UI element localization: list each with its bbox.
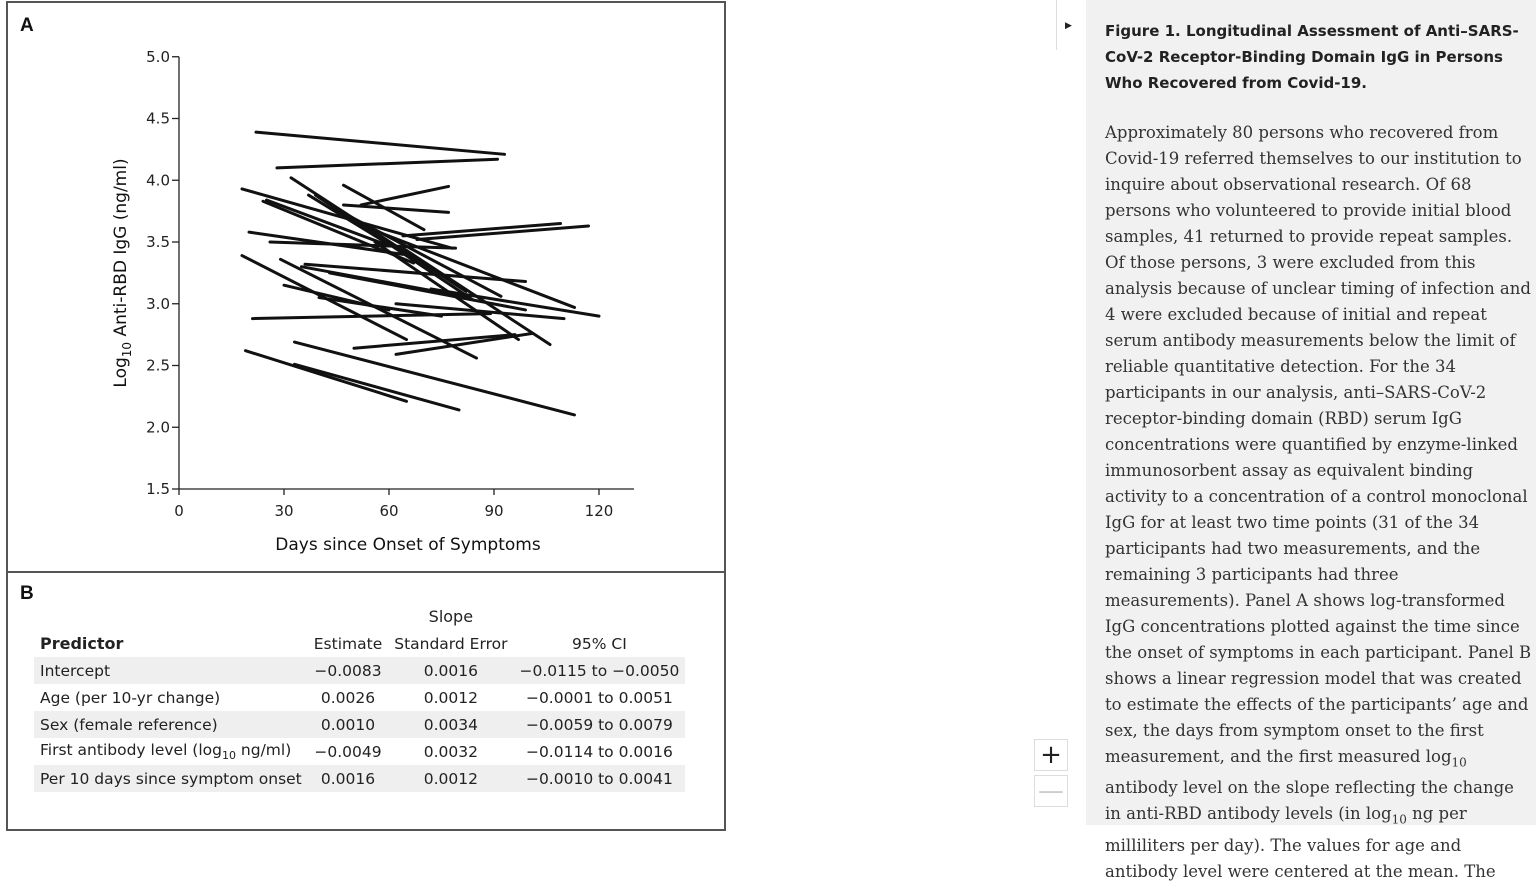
zoom-in-button[interactable]: +	[1034, 739, 1068, 771]
column-header-estimate: Estimate	[313, 634, 383, 653]
ci-cell: −0.0114 to 0.0016	[525, 742, 673, 761]
estimate-cell: 0.0016	[308, 765, 388, 792]
ci-cell: −0.0059 to 0.0079	[513, 711, 685, 738]
column-header-standard-error: Standard Error	[394, 634, 508, 653]
participant-line-11	[361, 186, 449, 205]
se-cell: 0.0032	[423, 742, 478, 761]
participant-line-33	[295, 364, 460, 410]
line-chart	[8, 3, 724, 571]
ci-cell: −0.0001 to 0.0051	[525, 688, 673, 707]
estimate-cell: 0.0010	[308, 711, 388, 738]
triangle-right-icon: ▶	[1065, 20, 1072, 30]
ci-cell: −0.0115 to −0.0050	[513, 657, 685, 684]
ci-cell: −0.0010 to 0.0041	[513, 765, 685, 792]
predictor-cell: Sex (female reference)	[34, 711, 308, 738]
participant-line-1	[256, 132, 505, 154]
predictor-cell: First antibody level ($\log_{10}$ ng/ml)	[40, 740, 292, 763]
x-tick-label: 0	[174, 502, 184, 520]
figure-panel-a	[6, 1, 726, 573]
x-tick-label: 90	[484, 502, 504, 520]
column-header-predictor: Predictor	[40, 634, 124, 653]
se-cell: 0.0012	[423, 688, 478, 707]
table-row	[34, 738, 685, 765]
regression-table	[34, 603, 685, 792]
panel-a-label: A	[20, 15, 34, 36]
caption-pane[interactable]	[1086, 0, 1536, 881]
y-tick-label: 3.0	[146, 294, 170, 313]
x-tick-label: 30	[274, 502, 294, 520]
zoom-out-button[interactable]: —	[1034, 775, 1068, 807]
participant-line-27	[431, 289, 599, 316]
estimate-cell: −0.0049	[314, 742, 382, 761]
predictor-cell: Intercept	[34, 657, 308, 684]
expand-caption-button[interactable]	[1065, 20, 1072, 31]
participant-line-32	[246, 351, 407, 402]
predictor-cell: Per 10 days since symptom onset	[34, 765, 308, 792]
se-cell: 0.0034	[388, 711, 513, 738]
y-tick-label: 5.0	[146, 47, 170, 66]
x-tick-label: 120	[584, 502, 614, 520]
predictor-cell: Age (per 10-yr change)	[40, 688, 221, 707]
participant-line-10	[344, 205, 449, 212]
y-tick-label: 4.0	[146, 171, 170, 190]
viewer-divider	[1056, 0, 1057, 50]
x-axis-label: Days since Onset of Symptoms	[275, 535, 541, 555]
participant-line-29	[253, 314, 491, 319]
participant-line-2	[277, 159, 498, 168]
estimate-cell: −0.0083	[308, 657, 388, 684]
se-cell: 0.0012	[388, 765, 513, 792]
table-row	[34, 765, 685, 792]
participant-line-8	[333, 207, 501, 296]
y-tick-label: 2.0	[146, 418, 170, 437]
se-cell: 0.0016	[388, 657, 513, 684]
y-tick-label: 2.5	[146, 356, 170, 375]
y-tick-label: 4.5	[146, 109, 170, 128]
y-axis-label: Log$_{10}$ Anti-RBD IgG (ng/ml)	[111, 158, 134, 388]
figure-panel-b	[6, 571, 726, 831]
slope-header: Slope	[428, 607, 474, 626]
column-header-ci: 95% CI	[572, 634, 627, 653]
table-row	[34, 657, 685, 684]
estimate-cell: 0.0026	[320, 688, 376, 707]
y-tick-label: 1.5	[146, 480, 170, 498]
caption-title: Figure 1. Longitudinal Assessment of Anti–SARS-CoV-2 Receptor-Binding Domain IgG in Persons Who Recovered from Covid-19.	[1105, 22, 1519, 92]
y-tick-label: 3.5	[146, 233, 170, 251]
caption-body: Approximately 80 persons who recovered from Covid-19 referred themselves to our institution to inquire about observational research. Of 68 persons who volunteered to provide initial blood samples, 41 returned to provide repeat samples. Of those persons, 3 were excluded from this analysis because of unclear timing of infection and 4 were excluded because of initial and repeat serum antibody measurements below the limit of reliable quantitative detection. For the 34 participants in our analysis, anti–SARS-CoV-2 receptor-binding domain (RBD) serum IgG concentrations were quantified by enzyme-linked immunosorbent assay as equivalent binding activity to a concentration of a control monoclonal IgG for at least two time points (31 of the 34 participants had two measurements, and the remaining 3 participants had three measurements). Panel A shows log-transformed IgG concentrations plotted against the time since the onset of symptoms in each participant. Panel B shows a linear regression model that was created to estimate the effects of the participants’ age and sex, the days from symptom onset to the first measurement, and the first measured $\log_{10}$ antibody level on the slope reflecting the change in anti-RBD antibody levels (in $\log_{10}$ ng per milliliters per day). The values for age and antibody level were centered at the mean. The	[1105, 123, 1532, 881]
panel-b-label: B	[20, 583, 34, 604]
table-row	[34, 684, 685, 711]
x-tick-label: 60	[379, 502, 399, 520]
table-row	[34, 711, 685, 738]
